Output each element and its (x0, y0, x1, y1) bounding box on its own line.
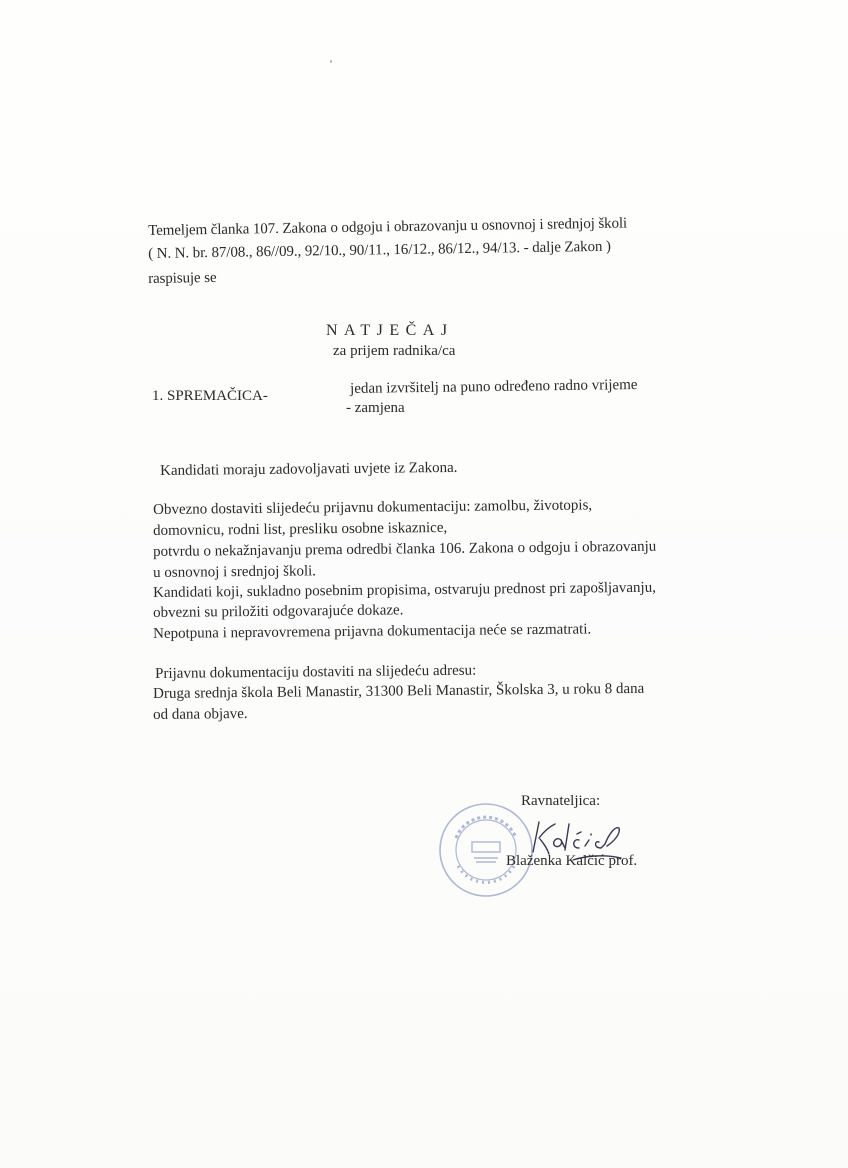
documents-line-7: Nepotpuna i nepravovremena prijavna dokumentacija neće se razmatrati. (153, 621, 592, 642)
position-description-line-2: - zamjena (346, 400, 405, 416)
scan-speck (330, 60, 332, 63)
director-label: Ravnateljica: (521, 793, 601, 809)
document-subtitle: za prijem radnika/ca (333, 343, 456, 359)
school-stamp-icon (438, 802, 534, 898)
documents-line-2: domovnicu, rodni list, presliku osobne iskaznice, (153, 519, 448, 539)
address-line-2: Druga srednja škola Beli Manastir, 31300 Beli Manastir, Školska 3, u roku 8 dana (153, 680, 645, 702)
conditions-text: Kandidati moraju zadovoljavati uvjete iz Zakona. (160, 459, 458, 479)
intro-line-3: raspisuje se (148, 269, 217, 287)
intro-line-1: Temeljem članka 107. Zakona o odgoju i obrazovanju u osnovnoj i srednjoj školi (148, 215, 628, 239)
director-name: Blaženka Kalčić prof. (506, 853, 638, 869)
documents-line-6: obvezni su priložiti odgovarajuće dokaze. (153, 602, 404, 621)
documents-line-5: Kandidati koji, sukladno posebnim propisima, ostvaruju prednost pri zapošljavanju, (153, 579, 656, 601)
document-title: NATJEČAJ (326, 322, 454, 339)
address-line-1: Prijavnu dokumentaciju dostaviti na slijedeću adresu: (155, 662, 477, 682)
position-title: 1. SPREMAČICA- (152, 388, 268, 404)
intro-line-2: ( N. N. br. 87/08., 86//09., 92/10., 90/11., 16/12., 86/12., 94/13. - dalje Zakon ) (148, 238, 611, 262)
documents-line-3: potvrdu o nekažnjavanju prema odredbi članka 106. Zakona o odgoju i obrazovanju (153, 538, 657, 560)
address-line-3: od dana objave. (153, 706, 248, 723)
position-description-line-1: jedan izvršitelj na puno određeno radno vrijeme (350, 376, 638, 397)
documents-line-4: u osnovnoj i srednjoj školi. (153, 563, 317, 581)
documents-line-1: Obvezno dostaviti slijedeću prijavnu dokumentaciju: zamolbu, životopis, (153, 497, 593, 518)
